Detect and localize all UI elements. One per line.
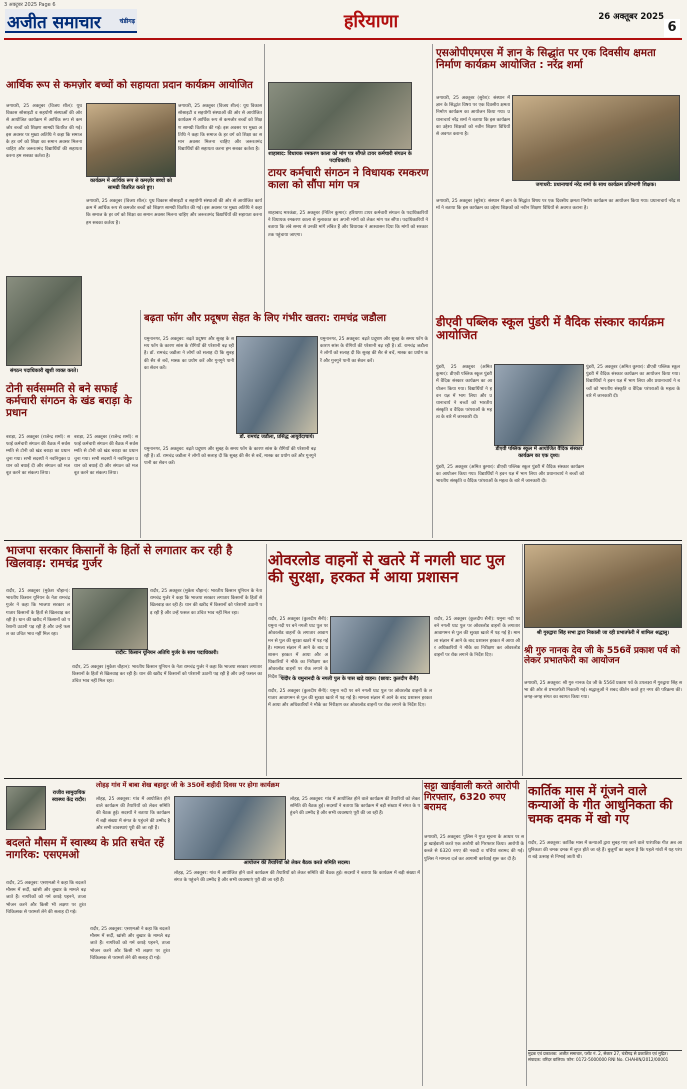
col-rule [264,44,265,312]
a11-caption: राजीव सामुदायिक स्वास्थ्य केंद्र रादौर। [52,790,86,803]
a8-body: रादौर, 25 अक्तूबर (कुलदीप सैनी): यमुना नदी पर बने नगली घाट पुल पर ओवरलोड वाहनों के लगातार आवागमन से पुल की सुरक्षा खतरे में पड़ गई है। मामला संज्ञान में आने के बाद प्रशासन हरकत में आया और अधिकारियों ने मौके का निरीक्षण कर ओवरलोड वाहनों पर रोक लगाने के निर्देश दिए। [268,617,328,680]
divider-mid [4,540,682,541]
a9-caption: श्री गुरुद्वारा सिंह सभा द्वारा निकाली जा रही प्रभातफेरी में शामिल श्रद्धालु। [536,630,670,636]
a8-body-col3: रादौर, 25 अक्तूबर (कुलदीप सैनी): यमुना नदी पर बने नगली घाट पुल पर ओवरलोड वाहनों के लगातार आवागमन से पुल की सुरक्षा खतरे में पड़ गई है। मामला संज्ञान में आने के बाद प्रशासन हरकत में आया और अधिकारियों ने मौके का निरीक्षण कर ओवरलोड वाहनों पर रोक लगाने के निर्देश दिए। [434,617,520,659]
col-rule [266,544,267,776]
a7-headline: भाजपा सरकार किसानों के हितों से लगातार कर रही है खिलवाड़: रामचंद्र गुर्जर [6,543,233,570]
a4-headline: एसओपीएमएस में ज्ञान के सिद्धांत पर एक दिवसीय क्षमता निर्माण कार्यक्रम आयोजित : नरेंद्र शर्मा [436,47,656,71]
a4-caption: जगाधरी: प्रधानाचार्य नरेंद्र शर्मा के साथ कार्यक्रम प्रतिभागी शिक्षक। [535,182,657,188]
a9-photo [524,544,682,628]
masthead-logo [5,9,137,33]
a3-photo [268,82,412,150]
a2-photo [6,276,82,366]
a5-body: यमुनानगर, 25 अक्तूबर: बढ़ते प्रदूषण और सुबह के समय फॉग के कारण सांस के रोगियों की परेशानी बढ़ रही है। डॉ. रामचंद्र जडौला ने लोगों को सलाह दी कि सुबह की सैर से बचें, मास्क का प्रयोग करें और गुनगुने पानी का सेवन करें। [144,337,234,371]
a10-body-col3: लोहड़, 25 अक्तूबर: गांव में आयोजित होने वाले कार्यक्रम की तैयारियों को लेकर समिति की बैठक हुई। सदस्यों ने बताया कि कार्यक्रम में बड़ी संख्या में संगत के पहुंचने की उम्मीद है और सभी व्यवस्थाएं पूरी की जा रही हैं। [174,871,420,884]
a10-caption: आयोजन की तैयारियों को लेकर बैठक करते समिति सदस्य। [243,860,351,866]
col-rule [140,310,141,538]
a6-headline: डीएवी पब्लिक स्कूल पुंडरी में वैदिक संस्कार कार्यक्रम आयोजित [436,315,665,343]
a4-body-col2: जगाधरी, 25 अक्तूबर (सुरेश): संस्थान में ज्ञान के सिद्धांत विषय पर एक दिवसीय क्षमता निर्माण कार्यक्रम का आयोजन किया गया। प्रधानाचार्य नरेंद्र शर्मा ने बताया कि इस कार्यक्रम का उद्देश्य शिक्षकों को नवीन शिक्षण विधियों से अवगत कराना है। [436,199,680,212]
divider-lower [4,778,682,779]
a6-caption: डीएवी पब्लिक स्कूल में आयोजित वैदिक संस्कार कार्यक्रम का एक दृश्य। [495,446,583,459]
a13-body: रादौर, 25 अक्तूबर: कार्तिक मास में कन्याओं द्वारा सुबह गाए जाने वाले पारंपरिक गीत अब आधुनिकता की चमक दमक में लुप्त होते जा रहे हैं। बुजुर्गों का कहना है कि पहले गांवों में यह परंपरा बड़े उत्साह से निभाई जाती थी। [528,841,682,861]
col-rule [522,544,523,776]
a9-headline: श्री गुरु नानक देव जी के 556वें प्रकाश पर्व को लेकर प्रभातफेरी का आयोजन [524,646,680,667]
a6-photo [494,364,584,446]
print-header: 3 अक्टूबर 2025 Page 6 [4,2,56,8]
a13-headline: कार्तिक मास में गूंजने वाले कन्याओं के गीत आधुनिकता की चमक दमक में खो गए [528,783,673,826]
a5-headline: बढ़ता फॉग और प्रदूषण सेहत के लिए गंभीर खतरा: रामचंद्र जडौला [144,313,387,324]
a8-caption: रादौर के यमुनानदी के नगली पुल के पास खड़े वाहन। (छाया: कुलदीप सैनी) [281,676,419,682]
page-number: 6 [664,19,680,37]
col-rule [526,780,527,1086]
a6-body-col2: पुंडरी, 25 अक्तूबर (अमित कुमार): डीएवी पब्लिक स्कूल पुंडरी में वैदिक संस्कार कार्यक्रम का आयोजन किया गया। विद्यार्थियों ने हवन यज्ञ में भाग लिया और प्रधानाचार्य ने बच्चों को भारतीय संस्कृति व वैदिक परंपराओं के महत्व के बारे में जानकारी दी। [586,365,680,399]
section-title: हरियाणा [343,11,399,32]
a2-headline: टोनी सर्वसम्मति से बने सफाई कर्मचारी संगठन के खंड बराड़ा के प्रधान [6,383,132,419]
a6-body-col3: पुंडरी, 25 अक्तूबर (अमित कुमार): डीएवी पब्लिक स्कूल पुंडरी में वैदिक संस्कार कार्यक्रम का आयोजन किया गया। विद्यार्थियों ने हवन यज्ञ में भाग लिया और प्रधानाचार्य ने बच्चों को भारतीय संस्कृति व वैदिक परंपराओं के महत्व के बारे में जानकारी दी। [436,465,584,485]
a1-photo [86,103,176,177]
masthead-date: 26 अक्तूबर 2025 [598,12,664,22]
a10-photo [174,796,286,860]
logo-city: चंडीगढ़ [119,18,135,25]
logo-text: अजीत समाचार [7,13,101,33]
a7-body-col2: रादौर, 25 अक्तूबर (मुकेश चौहान): भारतीय किसान यूनियन के नेता रामचंद्र गुर्जर ने कहा कि भाजपा सरकार लगातार किसानों के हितों से खिलवाड़ कर रही है। धान की खरीद में किसानों को परेशानी उठानी पड़ रही है और उन्हें फसल का उचित भाव नहीं मिल रहा। [150,589,262,616]
a11-body-col2: रादौर, 25 अक्तूबर: एसएमओ ने कहा कि बदलते मौसम में सर्दी, खांसी और बुखार के मामले बढ़ जाते हैं। नागरिकों को गर्म कपड़े पहनने, ताजा भोजन करने और किसी भी लक्षण पर तुरंत चिकित्सक से परामर्श लेने की सलाह दी गई। [90,927,170,961]
a1-body-col2: जगाधरी, 25 अक्तूबर (विजय शील): यूथ विकास सोसाइटी व सहयोगी संस्थाओं की ओर से आयोजित कार्यक्रम में आर्थिक रूप से कमजोर बच्चों को शिक्षण सामग्री वितरित की गई। इस अवसर पर मुख्य अतिथि ने कहा कि समाज के हर वर्ग को शिक्षा का समान अवसर मिलना चाहिए और जरूरतमंद विद्यार्थियों की सहायता करना हम सबका कर्तव्य है। [178,104,262,153]
a7-body: रादौर, 25 अक्तूबर (मुकेश चौहान): भारतीय किसान यूनियन के नेता रामचंद्र गुर्जर ने कहा कि भाजपा सरकार लगातार किसानों के हितों से खिलवाड़ कर रही है। धान की खरीद में किसानों को परेशानी उठानी पड़ रही है और उन्हें फसल का उचित भाव नहीं मिल रहा। [6,589,70,638]
a2-caption: संगठन पदाधिकारी खुशी व्यक्त करते। [9,368,79,374]
a11-headline: बदलते मौसम में स्वास्थ्य के प्रति सचेत रहें नागरिक: एसएमओ [6,837,164,861]
a10-headline: लोहड़ गांव में बाबा शेख बहादुर जी के 350वें शहीदी दिवस पर होगा कार्यक्रम [96,781,280,789]
a5-body-col3: यमुनानगर, 25 अक्तूबर: बढ़ते प्रदूषण और सुबह के समय फॉग के कारण सांस के रोगियों की परेशानी बढ़ रही है। डॉ. रामचंद्र जडौला ने लोगों को सलाह दी कि सुबह की सैर से बचें, मास्क का प्रयोग करें और गुनगुने पानी का सेवन करें। [144,447,316,467]
a7-body-col3: रादौर, 25 अक्तूबर (मुकेश चौहान): भारतीय किसान यूनियन के नेता रामचंद्र गुर्जर ने कहा कि भाजपा सरकार लगातार किसानों के हितों से खिलवाड़ कर रही है। धान की खरीद में किसानों को परेशानी उठानी पड़ रही है और उन्हें फसल का उचित भाव नहीं मिल रहा। [72,665,262,685]
a7-photo [72,588,148,650]
a12-body: जगाधरी, 25 अक्तूबर: पुलिस ने गुप्त सूचना के आधार पर सट्टा खाईवाली करते एक आरोपी को गिरफ्तार किया। आरोपी के कब्जे से 6320 रुपए की नकदी व पर्चियां बरामद की गईं। पुलिस ने मामला दर्ज कर आगामी कार्रवाई शुरू कर दी है। [424,835,524,862]
a8-headline: ओवरलोड वाहनों से खतरे में नगली घाट पुल की सुरक्षा, हरकत में आया प्रशासन [268,551,505,586]
a1-body: जगाधरी, 25 अक्तूबर (विजय शील): यूथ विकास सोसाइटी व सहयोगी संस्थाओं की ओर से आयोजित कार्यक्रम में आर्थिक रूप से कमजोर बच्चों को शिक्षण सामग्री वितरित की गई। इस अवसर पर मुख्य अतिथि ने कहा कि समाज के हर वर्ग को शिक्षा का समान अवसर मिलना चाहिए और जरूरतमंद विद्यार्थियों की सहायता करना हम सबका कर्तव्य है। [6,104,82,160]
a5-photo [236,336,318,434]
a8-photo [330,616,430,674]
a12-headline: सट्टा खाईवाली करते आरोपी गिरफ्तार, 6320 रुपए बरामद [424,781,520,814]
a4-body: जगाधरी, 25 अक्तूबर (सुरेश): संस्थान में ज्ञान के सिद्धांत विषय पर एक दिवसीय क्षमता निर्माण कार्यक्रम का आयोजन किया गया। प्रधानाचार्य नरेंद्र शर्मा ने बताया कि इस कार्यक्रम का उद्देश्य शिक्षकों को नवीन शिक्षण विधियों से अवगत कराना है। [436,96,510,138]
a1-headline: आर्थिक रूप से कमज़ोर बच्चों को सहायता प्रदान कार्यक्रम आयोजित [6,80,253,91]
a3-body: शाहाबाद मारकंडा, 25 अक्तूबर (नितिन कुमार): हरियाणा टायर कर्मचारी संगठन के पदाधिकारियों ने विधायक रमकरण काला से मुलाकात कर अपनी मांगों को लेकर मांग पत्र सौंपा। पदाधिकारियों ने बताया कि लंबे समय से उनकी मांगें लंबित हैं और विधायक ने आश्वासन दिया कि मांगों को सरकार तक पहुंचाया जाएगा। [268,211,428,238]
a11-body: रादौर, 25 अक्तूबर: एसएमओ ने कहा कि बदलते मौसम में सर्दी, खांसी और बुखार के मामले बढ़ जाते हैं। नागरिकों को गर्म कपड़े पहनने, ताजा भोजन करने और किसी भी लक्षण पर तुरंत चिकित्सक से परामर्श लेने की सलाह दी गई। [6,881,86,915]
a1-body-col3: जगाधरी, 25 अक्तूबर (विजय शील): यूथ विकास सोसाइटी व सहयोगी संस्थाओं की ओर से आयोजित कार्यक्रम में आर्थिक रूप से कमजोर बच्चों को शिक्षण सामग्री वितरित की गई। इस अवसर पर मुख्य अतिथि ने कहा कि समाज के हर वर्ग को शिक्षा का समान अवसर मिलना चाहिए और जरूरतमंद विद्यार्थियों की सहायता करना हम सबका कर्तव्य है। [86,199,262,226]
a7-caption: रादौर: किसान यूनियन अतिथि गुर्जर के साथ पदाधिकारी। [115,650,219,656]
a3-caption: शाहाबाद: विधायक रमकरण काला को मांग पत्र सौंपते टायर कर्मचारी संगठन के पदाधिकारी। [268,151,412,164]
a2-body-col2: बराड़ा, 25 अक्तूबर (राजेन्द्र शर्मा): सफाई कर्मचारी संगठन की बैठक में सर्वसम्मति से टोनी को खंड बराड़ा का प्रधान चुना गया। सभी सदस्यों ने नवनियुक्त प्रधान को बधाई दी और संगठन को मजबूत करने का संकल्प लिया। [74,435,138,477]
a10-photo-inset [6,786,46,830]
a6-body: पुंडरी, 25 अक्तूबर (अमित कुमार): डीएवी पब्लिक स्कूल पुंडरी में वैदिक संस्कार कार्यक्रम का आयोजन किया गया। विद्यार्थियों ने हवन यज्ञ में भाग लिया और प्रधानाचार्य ने बच्चों को भारतीय संस्कृति व वैदिक परंपराओं के महत्व के बारे में जानकारी दी। [436,365,492,421]
a10-body-col2: लोहड़, 25 अक्तूबर: गांव में आयोजित होने वाले कार्यक्रम की तैयारियों को लेकर समिति की बैठक हुई। सदस्यों ने बताया कि कार्यक्रम में बड़ी संख्या में संगत के पहुंचने की उम्मीद है और सभी व्यवस्थाएं पूरी की जा रही हैं। [290,797,420,817]
a3-headline: टायर कर्मचारी संगठन ने विधायक रमकरण काला को सौंपा मांग पत्र [268,167,429,191]
a10-body: लोहड़, 25 अक्तूबर: गांव में आयोजित होने वाले कार्यक्रम की तैयारियों को लेकर समिति की बैठक हुई। सदस्यों ने बताया कि कार्यक्रम में बड़ी संख्या में संगत के पहुंचने की उम्मीद है और सभी व्यवस्थाएं पूरी की जा रही हैं। [96,797,170,831]
masthead-rule [4,38,682,40]
footer-imprint: मुद्रक एवं प्रकाशक: अजीत समाचार, प्लॉट नं. 2, सेक्टर 27, चंडीगढ़ से प्रकाशित एवं मुद्रित। संपादक: वरिंदर वालिया। फोन: 0172-5000000 RNI No. CHAHIN/2012/00001 [528,1050,682,1084]
a4-photo [512,95,680,181]
a5-caption: डॉ. रामचंद्र जडौला, प्रसिद्ध आयुर्वेदाचार्य। [239,434,315,440]
a2-body: बराड़ा, 25 अक्तूबर (राजेन्द्र शर्मा): सफाई कर्मचारी संगठन की बैठक में सर्वसम्मति से टोनी को खंड बराड़ा का प्रधान चुना गया। सभी सदस्यों ने नवनियुक्त प्रधान को बधाई दी और संगठन को मजबूत करने का संकल्प लिया। [6,435,70,477]
col-rule [432,44,433,538]
a5-body-col2: यमुनानगर, 25 अक्तूबर: बढ़ते प्रदूषण और सुबह के समय फॉग के कारण सांस के रोगियों की परेशानी बढ़ रही है। डॉ. रामचंद्र जडौला ने लोगों को सलाह दी कि सुबह की सैर से बचें, मास्क का प्रयोग करें और गुनगुने पानी का सेवन करें। [320,337,428,364]
a8-body-col2: रादौर, 25 अक्तूबर (कुलदीप सैनी): यमुना नदी पर बने नगली घाट पुल पर ओवरलोड वाहनों के लगातार आवागमन से पुल की सुरक्षा खतरे में पड़ गई है। मामला संज्ञान में आने के बाद प्रशासन हरकत में आया और अधिकारियों ने मौके का निरीक्षण कर ओवरलोड वाहनों पर रोक लगाने के निर्देश दिए। [268,689,432,709]
a1-caption: कार्यक्रम में आर्थिक रूप से कमज़ोर बच्चों को सामग्री वितरित करते हुए। [90,178,172,191]
a9-body: जगाधरी, 25 अक्तूबर: श्री गुरु नानक देव जी के 556वें प्रकाश पर्व के उपलक्ष्य में गुरुद्वारा सिंह सभा की ओर से प्रभातफेरी निकाली गई। श्रद्धालुओं ने शबद कीर्तन करते हुए नगर की परिक्रमा की। जगह-जगह संगत का स्वागत किया गया। [524,681,682,701]
col-rule [422,780,423,1086]
